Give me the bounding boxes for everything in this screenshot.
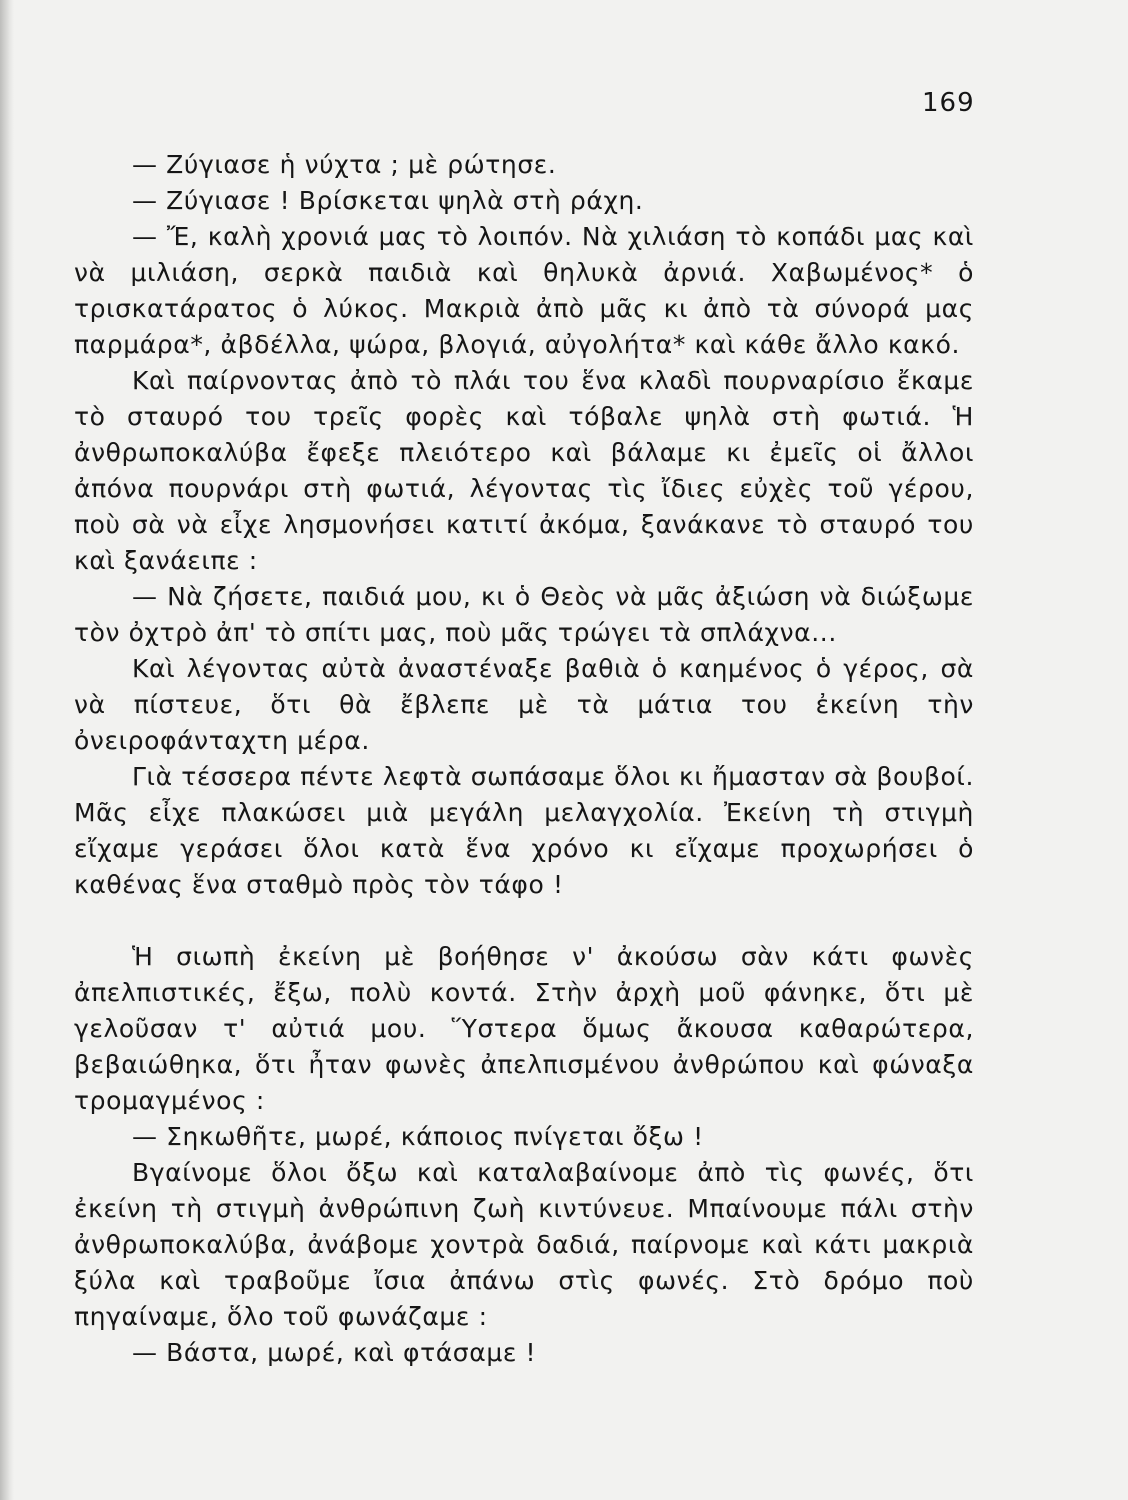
paragraph-10: Βγαίνομε ὅλοι ὄξω καὶ καταλαβαίνομε ἀπὸ τὶς φωνές, ὅτι ἐκείνη τὴ στιγμὴ ἀνθρώπινη ζωὴ κιντύνευε. Μπαίνουμε πάλι στὴν ἀνθρωποκαλύβα, ἀνάβομε χοντρὰ δαδιά, παίρνομε καὶ κάτι μακριὰ ξύλα καὶ τραβοῦμε ἴσια ἀπάνω στὶς φωνές. Στὸ δρόμο ποὺ πηγαίναμε, ὅλο τοῦ φωνάζαμε : — [74, 1158, 974, 1331]
paragraph-9: — Σηκωθῆτε, μωρέ, κάποιος πνίγεται ὄξω ! — [132, 1122, 704, 1151]
page-spine-shadow — [0, 0, 14, 1500]
paragraph-3: — Ἔ, καλὴ χρονιά μας τὸ λοιπόν. Νὰ χιλιάση τὸ κοπάδι μας καὶ νὰ μιλιάση, σερκὰ παιδιὰ καὶ θηλυκὰ ἀρνιά. Χαβωμένος* ὁ τρισκατάρατος ὁ λύκος. Μακριὰ ἀπὸ μᾶς κι ἀπὸ τὰ σύνορά μας παρμάρα*, ἀβδέλλα, ψώρα, βλογιά, αὐγολήτα* καὶ κάθε ἄλλο κακό. — [74, 222, 974, 359]
paragraph-11: — Βάστα, μωρέ, καὶ φτάσαμε ! — [132, 1338, 537, 1367]
paragraph-7: Γιὰ τέσσερα πέντε λεφτὰ σωπάσαμε ὅλοι κι ἤμασταν σὰ βουβοί. Μᾶς εἶχε πλακώσει μιὰ μεγάλη μελαγχολία. Ἐκείνη τὴ στιγμὴ εἴχαμε γεράσει ὅλοι κατὰ ἕνα χρόνο κι εἴχαμε προχωρήσει ὁ καθένας ἕνα σταθμὸ πρὸς τὸν τάφο ! — [74, 762, 974, 899]
paragraph-8: Ἡ σιωπὴ ἐκείνη μὲ βοήθησε ν' ἀκούσω σὰν κάτι φωνὲς ἀπελπιστικές, ἔξω, πολὺ κοντά. Στὴν ἀρχὴ μοῦ φάνηκε, ὅτι μὲ γελοῦσαν τ' αὐτιά μου. Ὕστερα ὅμως ἄκουσα καθαρώτερα, βεβαιώθηκα, ὅτι ἦταν φωνὲς ἀπελπισμένου ἀνθρώπου καὶ φώναξα τρομαγμένος : — [74, 942, 974, 1115]
body-text — [74, 147, 974, 1371]
paragraph-1: — Ζύγιασε ἡ νύχτα ; μὲ ρώτησε. — [132, 150, 557, 179]
paragraph-4: Καὶ παίρνοντας ἀπὸ τὸ πλάι του ἕνα κλαδὶ πουρναρίσιο ἔκαμε τὸ σταυρό του τρεῖς φορὲς καὶ τόβαλε ψηλὰ στὴ φωτιά. Ἡ ἀνθρωποκαλύβα ἔφεξε πλειότερο καὶ βάλαμε κι ἐμεῖς οἱ ἄλλοι ἀπόνα πουρνάρι στὴ φωτιά, λέγοντας τὶς ἴδιες εὐχὲς τοῦ γέρου, ποὺ σὰ νὰ εἶχε λησμονήσει κατιτί ἀκόμα, ξανάκανε τὸ σταυρό του καὶ ξανάειπε : — [74, 366, 974, 575]
page-number: 169 — [922, 88, 975, 118]
paragraph-6: Καὶ λέγοντας αὐτὰ ἀναστέναξε βαθιὰ ὁ καημένος ὁ γέρος, σὰ νὰ πίστευε, ὅτι θὰ ἔβλεπε μὲ τὰ μάτια του ἐκείνη τὴν ὀνειροφάνταχτη μέρα. — [74, 654, 974, 755]
paragraph-2: — Ζύγιασε ! Βρίσκεται ψηλὰ στὴ ράχη. — [132, 186, 644, 215]
paragraph-5: — Νὰ ζήσετε, παιδιά μου, κι ὁ Θεὸς νὰ μᾶς ἀξιώση νὰ διώξωμε τὸν ὀχτρὸ ἀπ' τὸ σπίτι μας, ποὺ μᾶς τρώγει τὰ σπλάχνα... — [74, 582, 974, 647]
